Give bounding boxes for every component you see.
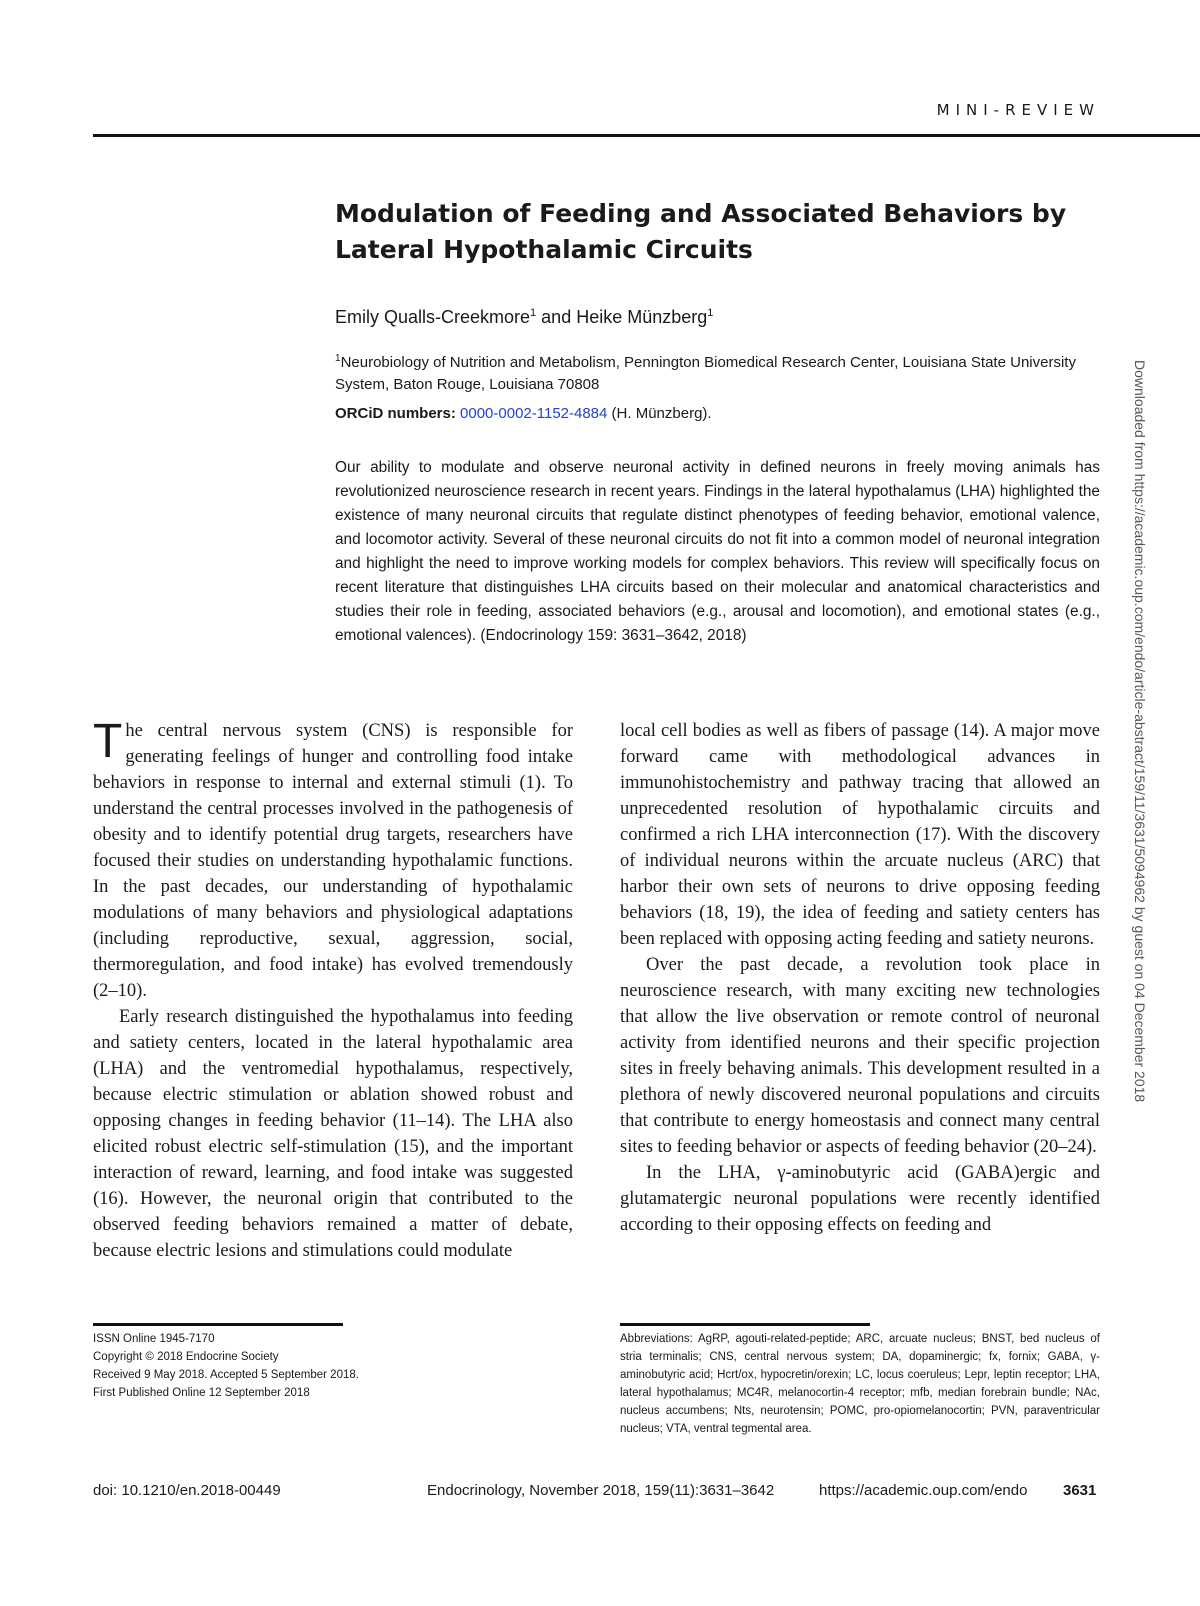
- orcid: [335, 405, 712, 422]
- orcid-name: (H. Münzberg).: [607, 405, 712, 422]
- affiliation: [335, 348, 1100, 396]
- abbreviations: Abbreviations: AgRP, agouti-related-peptide; ARC, arcuate nucleus; BNST, bed nucleus of stria terminalis; CNS, central nervous system; DA, dopaminergic; fx, fornix; GABA, γ-aminobutyric acid; Hcrt/ox, hypocretin/orexin; LC, locus coeruleus; Lepr, leptin receptor; LHA, lateral hypothalamus; MC4R, melanocortin-4 receptor; mfb, median forebrain bundle; NAc, nucleus accumbens; Nts, neurotensin; POMC, pro-opiomelanocortin; PVN, paraventricular nucleus; VTA, ventral tegmental area.: [620, 1333, 1100, 1435]
- journal-citation: Endocrinology, November 2018, 159(11):3631–3642: [427, 1482, 775, 1499]
- doi[interactable]: doi: 10.1210/en.2018-00449: [93, 1482, 281, 1499]
- journal-url[interactable]: https://academic.oup.com/endo: [819, 1482, 1028, 1499]
- received-date: Received 9 May 2018. Accepted 5 September 2018.: [93, 1369, 359, 1381]
- author-affil-sup: 1: [530, 307, 537, 319]
- download-watermark: Downloaded from https://academic.oup.com/endo/article-abstract/159/11/3631/5094962 by guest on 04 December 2018: [1132, 360, 1148, 1103]
- issn: ISSN Online 1945-7170: [93, 1333, 215, 1345]
- drop-cap: T: [93, 715, 123, 768]
- paragraph-text: he central nervous system (CNS) is responsible for generating feelings of hunger and controlling food intake behaviors in response to internal and external stimuli (1). To understand the central processes involved in the pathogenesis of obesity and to identify potential drug targets, researchers have focused their studies on understanding hypothalamic functions. In the past decades, our understanding of hypothalamic modulations of many behaviors and physiological adaptations (including reproductive, sexual, aggression, social, thermoregulation, and food intake) has evolved tremendously (2–10).: [93, 721, 573, 1001]
- footnote-rule: [93, 1323, 343, 1326]
- publication-info: [93, 1330, 359, 1402]
- affil-sup: 1: [335, 353, 341, 364]
- body-paragraph: Over the past decade, a revolution took place in neuroscience research, with many exciting new technologies that allow the live observation or remote control of neuronal activity from identified neurons and their specific projection sites in freely behaving animals. This development resulted in a plethora of newly discovered neuronal populations and circuits that contribute to energy homeostasis and connect many central sites to feeding behavior or aspects of feeding behavior (20–24).: [620, 955, 1100, 1157]
- article-title: Modulation of Feeding and Associated Behaviors by Lateral Hypothalamic Circuits: [335, 199, 1067, 264]
- section-label: MINI-REVIEW: [936, 101, 1100, 119]
- author-affil-sup: 1: [707, 307, 714, 319]
- page-number: 3631: [1063, 1482, 1097, 1499]
- body-column-right: [620, 718, 1100, 1238]
- body-paragraph: In the LHA, γ-aminobutyric acid (GABA)ergic and glutamatergic neuronal populations were recently identified according to their opposing effects on feeding and: [620, 1163, 1100, 1235]
- published-date: First Published Online 12 September 2018: [93, 1387, 310, 1399]
- copyright: Copyright © 2018 Endocrine Society: [93, 1351, 279, 1363]
- orcid-label: ORCiD numbers:: [335, 405, 456, 422]
- author-name[interactable]: Emily Qualls-Creekmore: [335, 307, 531, 327]
- orcid-link[interactable]: 0000-0002-1152-4884: [460, 405, 608, 422]
- body-paragraph: local cell bodies as well as fibers of passage (14). A major move forward came with methodological advances in immunohistochemistry and pathway tracing that allowed an unprecedented resolution of hypothalamic circuits and confirmed a rich LHA interconnection (17). With the discovery of individual neurons within the arcuate nucleus (ARC) that harbor their own sets of neurons to drive opposing feeding behaviors (18, 19), the idea of feeding and satiety centers has been replaced with opposing acting feeding and satiety neurons.: [620, 721, 1100, 949]
- body-column-left: [93, 715, 573, 1264]
- affiliation-text: Neurobiology of Nutrition and Metabolism, Pennington Biomedical Research Center, Louisiana State University System, Baton Rouge, Louisiana 70808: [335, 354, 1076, 393]
- author-and: and: [536, 307, 577, 327]
- top-rule: [93, 134, 1200, 137]
- authors: [335, 307, 713, 328]
- body-paragraph: [93, 715, 573, 1004]
- abstract: Our ability to modulate and observe neuronal activity in defined neurons in freely moving animals has revolutionized neuroscience research in recent years. Findings in the lateral hypothalamus (LHA) highlighted the existence of many neuronal circuits that regulate distinct phenotypes of feeding behavior, emotional valence, and locomotor activity. Several of these neuronal circuits do not fit into a common model of neuronal integration and highlight the need to improve working models for complex behaviors. This review will specifically focus on recent literature that distinguishes LHA circuits based on their molecular and anatomical characteristics and studies their role in feeding, associated behaviors (e.g., arousal and locomotion), and emotional states (e.g., emotional valences). (Endocrinology 159: 3631–3642, 2018): [335, 459, 1100, 644]
- footnote-rule: [620, 1323, 870, 1326]
- author-name[interactable]: Heike Münzberg: [576, 307, 708, 327]
- body-paragraph: Early research distinguished the hypothalamus into feeding and satiety centers, located in the lateral hypothalamic area (LHA) and the ventromedial hypothalamus, respectively, because electric stimulation or ablation showed robust and opposing changes in feeding behavior (11–14). The LHA also elicited robust electric self-stimulation (15), and the important interaction of reward, learning, and food intake was suggested (16). However, the neuronal origin that contributed to the observed feeding behaviors remained a matter of debate, because electric lesions and stimulations could modulate: [93, 1007, 573, 1261]
